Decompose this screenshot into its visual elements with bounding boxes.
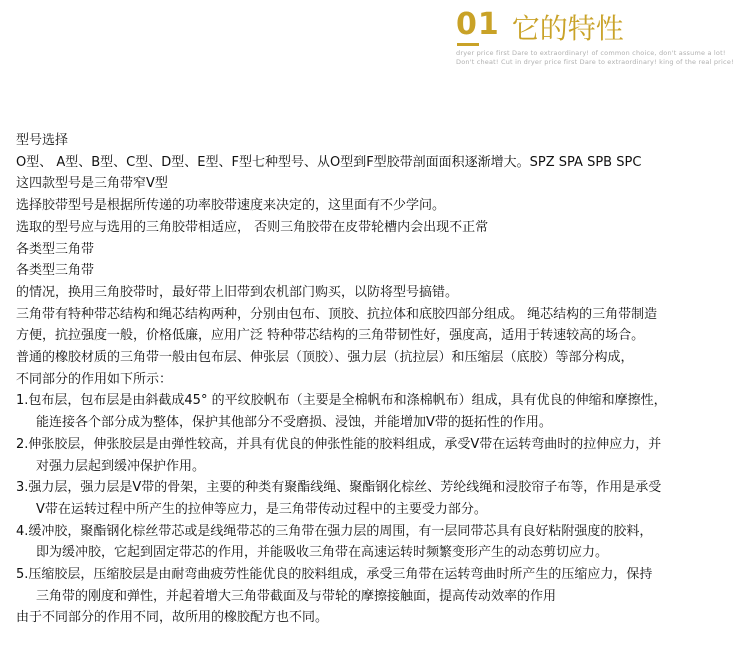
paragraph-line: 选取的型号应与选用的三角胶带相适应， 否则三角胶带在皮带轮槽内会出现不正常 <box>16 219 489 235</box>
paragraph-line: 各类型三角带 <box>16 263 95 279</box>
paragraph-line: 由于不同部分的作用不同，故所用的橡胶配方也不同。 <box>16 610 329 626</box>
list-item-1: 1.包布层，包布层是由斜截成45° 的平纹胶帆布（主要是全棉帆布和涤棉帆布）组成，具有优良的伸缩和摩擦性， <box>16 393 667 409</box>
list-item-4: 4.缓冲胶，聚酯钢化棕丝带芯或是线绳带芯的三角带在强力层的周围，有一层同带芯具有良好粘附强度的胶料， <box>16 523 653 539</box>
list-item-3: 3.强力层，强力层是V带的骨架，主要的种类有聚酯线绳、聚酯钢化棕丝、芳纶线绳和浸胶帘子布等，作用是承受 <box>16 480 662 496</box>
header-title-row <box>456 8 746 46</box>
heading-model-selection: 型号选择 <box>16 133 69 148</box>
paragraph-line: 的情况，换用三角胶带时，最好带上旧带到农机部门购买，以防将型号搞错。 <box>16 284 459 300</box>
paragraph-line: 三角带有特种带芯结构和绳芯结构两种，分别由包布、顶胶、抗拉体和底胶四部分组成。 绳芯结构的三角带制造 <box>16 306 658 322</box>
section-header <box>456 8 746 67</box>
paragraph-line: 选择胶带型号是根据所传递的功率胶带速度来决定的，这里面有不少学问。 <box>16 198 446 214</box>
list-item-4-continued: 即为缓冲胶，它起到固定带芯的作用，并能吸收三角带在高速运转时频繁变形产生的动态剪切应力。 <box>36 545 609 561</box>
paragraph-line: 这四款型号是三角带窄V型 <box>16 176 168 192</box>
list-item-2: 2.伸张胶层，伸张胶层是由弹性较高，并具有优良的伸张性能的胶料组成，承受V带在运转弯曲时的拉伸应力，并 <box>16 436 662 452</box>
article-body <box>16 130 744 629</box>
paragraph-line: 各类型三角带 <box>16 241 95 257</box>
list-item-5-continued: 三角带的刚度和弹性，并起着增大三角带截面及与带轮的摩擦接触面，提高传动效率的作用 <box>36 588 557 604</box>
paragraph-line: O型、 A型、B型、C型、D型、E型、F型七种型号、从O型到F型胶带剖面面积逐渐增大。SPZ SPA SPB SPC <box>16 154 642 170</box>
paragraph-line: 不同部分的作用如下所示： <box>16 371 173 387</box>
section-subtitle: dryer price first Dare to extraordinary! of common choice, don't assume a lot! Don't cheat! Cut in dryer price first Dare to extraordinary! king of the real price! <box>456 49 734 66</box>
list-item-3-continued: V带在运转过程中所产生的拉伸等应力，是三角带传动过程中的主要受力部分。 <box>36 501 487 517</box>
list-item-2-continued: 对强力层起到缓冲保护作用。 <box>36 458 206 474</box>
section-number-underline <box>457 43 479 46</box>
paragraph-line: 普通的橡胶材质的三角带一般由包布层、伸张层（顶胶）、强力层（抗拉层）和压缩层（底胶）等部分构成， <box>16 350 634 366</box>
list-item-1-continued: 能连接各个部分成为整体，保护其他部分不受磨损、浸蚀，并能增加V带的挺拓性的作用。 <box>36 415 552 431</box>
section-number: 01 <box>456 7 500 42</box>
list-item-5: 5.压缩胶层，压缩胶层是由耐弯曲疲劳性能优良的胶料组成，承受三角带在运转弯曲时所产生的压缩应力，保持 <box>16 567 653 583</box>
section-title: 它的特性 <box>511 12 624 45</box>
paragraph-line: 方便，抗拉强度一般，价格低廉，应用广泛 特种带芯结构的三角带韧性好，强度高，适用于转速较高的场合。 <box>16 328 645 344</box>
